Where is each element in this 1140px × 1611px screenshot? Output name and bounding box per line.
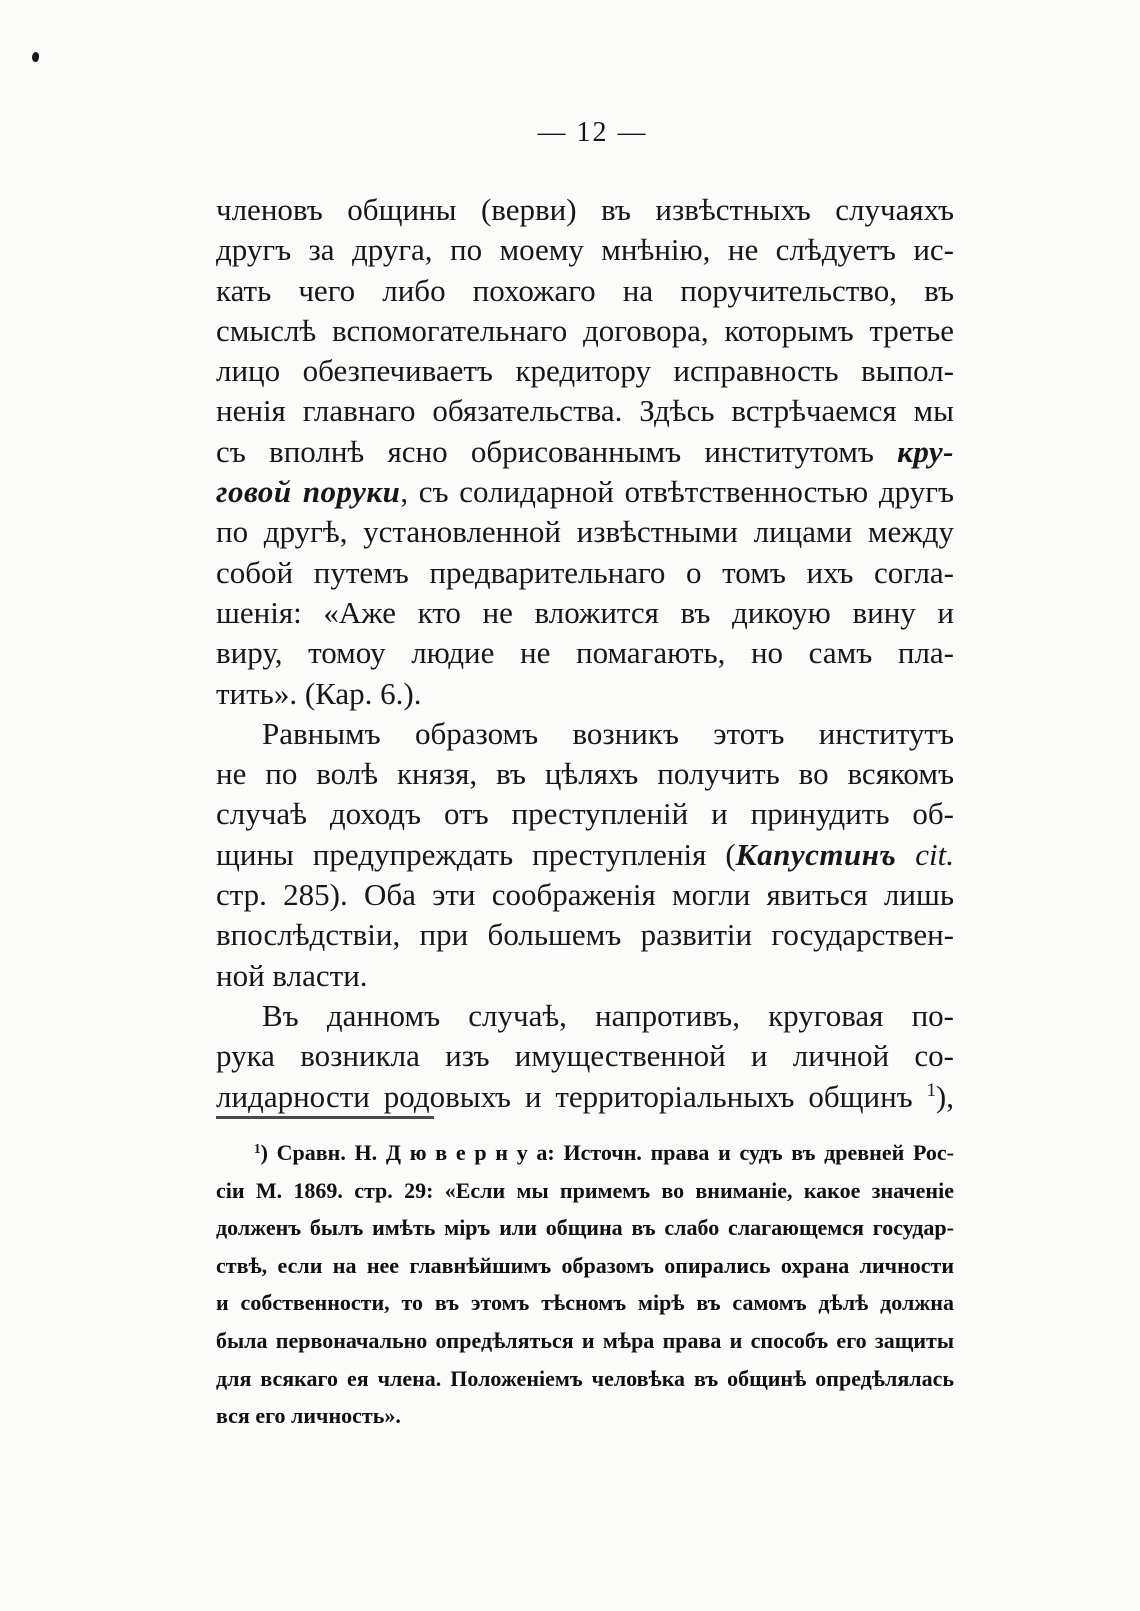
text-segment: другъ за друга, по моему мнѣнію, не слѣдуетъ ис- <box>216 232 954 268</box>
text-line <box>216 1209 954 1247</box>
text-segment-sup: 1 <box>926 1080 936 1102</box>
text-line <box>216 1322 954 1360</box>
text-line <box>216 674 954 714</box>
text-line <box>216 633 954 673</box>
text-segment: съ вполнѣ ясно обрисованнымъ институтомъ <box>216 433 898 469</box>
text-segment: виру, томоу людие не помагають, но самъ пла- <box>216 635 954 671</box>
text-segment: ), <box>935 1078 954 1114</box>
text-segment: лидарности родовыхъ и территоріальныхъ общинъ <box>216 1078 927 1114</box>
text-segment: ) Сравн. Н. Д ю в е р н у а: Источн. права и судъ въ древней Рос- <box>260 1140 954 1165</box>
text-line <box>216 432 954 472</box>
text-segment: ствѣ, если на нее главнѣйшимъ образомъ опирались охрана личности <box>216 1252 954 1278</box>
text-line <box>216 1284 954 1322</box>
text-segment: для всякаго ея члена. Положеніемъ человѣка въ общинѣ опредѣлялась <box>216 1365 954 1391</box>
text-segment: кать чего либо похожаго на поручительство, въ <box>216 272 954 308</box>
text-line <box>216 230 954 270</box>
text-line <box>216 915 954 955</box>
text-segment: щины предупреждать преступленія ( <box>216 836 736 872</box>
text-line <box>216 1172 954 1210</box>
text-segment: вся его личность». <box>216 1403 401 1429</box>
text-segment: ной власти. <box>216 957 368 993</box>
text-line <box>216 593 954 633</box>
footnote-separator <box>216 1116 434 1119</box>
text-line <box>216 553 954 593</box>
text-line <box>216 996 954 1036</box>
text-line <box>216 1397 954 1435</box>
text-segment: сіи М. 1869. стр. 29: «Если мы примемъ во вниманіе, какое значеніе <box>216 1177 954 1203</box>
text-line <box>216 956 954 996</box>
text-line <box>216 754 954 794</box>
text-segment: Въ данномъ случаѣ, напротивъ, круговая по- <box>262 997 954 1033</box>
text-line <box>216 351 954 391</box>
text-segment: , съ солидарной отвѣтственностью другъ <box>400 474 954 510</box>
text-segment: впослѣдствіи, при большемъ развитіи государствен- <box>216 917 954 953</box>
ink-speck <box>31 52 39 63</box>
text-line <box>216 875 954 915</box>
text-line <box>216 391 954 431</box>
text-segment: и собственности, то въ этомъ тѣсномъ мірѣ въ самомъ дѣлѣ должна <box>216 1290 954 1316</box>
text-segment: тить». (Кар. 6.). <box>216 675 422 711</box>
text-segment: членовъ общины (верви) въ извѣстныхъ случаяхъ <box>216 192 954 227</box>
text-segment: долженъ былъ имѣть міръ или община въ слабо слагающемся государ- <box>216 1215 954 1241</box>
page-number: — 12 — <box>537 117 648 148</box>
text-line <box>216 1247 954 1285</box>
text-segment: не по волѣ князя, въ цѣляхъ получить во всякомъ <box>216 756 954 792</box>
text-segment: рука возникла изъ имущественной и личной со- <box>216 1038 954 1074</box>
text-line <box>216 512 954 552</box>
text-segment: шенія: «Аже кто не вложится въ дикоую вину и <box>216 594 954 630</box>
text-line <box>216 472 954 512</box>
text-segment: ненія главнаго обязательства. Здѣсь встрѣчаемся мы <box>216 393 954 429</box>
text-line <box>216 835 954 875</box>
main-text <box>216 190 954 1117</box>
text-line <box>216 271 954 311</box>
text-line <box>216 1036 954 1076</box>
text-line <box>216 794 954 834</box>
text-segment: по другѣ, установленной извѣстными лицами между <box>216 514 954 550</box>
text-line <box>216 190 954 230</box>
text-segment: случаѣ доходъ отъ преступленій и принудить об- <box>216 796 954 832</box>
footnote <box>216 1134 954 1435</box>
text-line <box>216 1077 954 1117</box>
text-line <box>216 311 954 351</box>
text-segment: смыслѣ вспомогательнаго договора, которымъ третье <box>216 312 954 348</box>
text-segment: собой путемъ предварительнаго о томъ ихъ согла- <box>216 554 954 590</box>
text-segment: была первоначально опредѣляться и мѣра права и способъ его защиты <box>216 1327 954 1353</box>
text-segment: Равнымъ образомъ возникъ этотъ институтъ <box>262 715 954 751</box>
text-segment-em: Капустинъ <box>735 836 897 872</box>
text-segment: лицо обезпечиваетъ кредитору исправность выпол- <box>216 353 954 389</box>
text-line <box>216 714 954 754</box>
text-segment-sup: 1 <box>254 1140 261 1156</box>
text-segment-em: кру- <box>897 433 954 469</box>
text-segment-it: cit. <box>896 836 954 872</box>
text-segment-em: говой поруки <box>216 474 401 510</box>
text-segment: стр. 285). Оба эти соображенія могли явиться лишь <box>216 877 954 913</box>
text-line <box>216 1360 954 1398</box>
text-line <box>216 1134 954 1172</box>
